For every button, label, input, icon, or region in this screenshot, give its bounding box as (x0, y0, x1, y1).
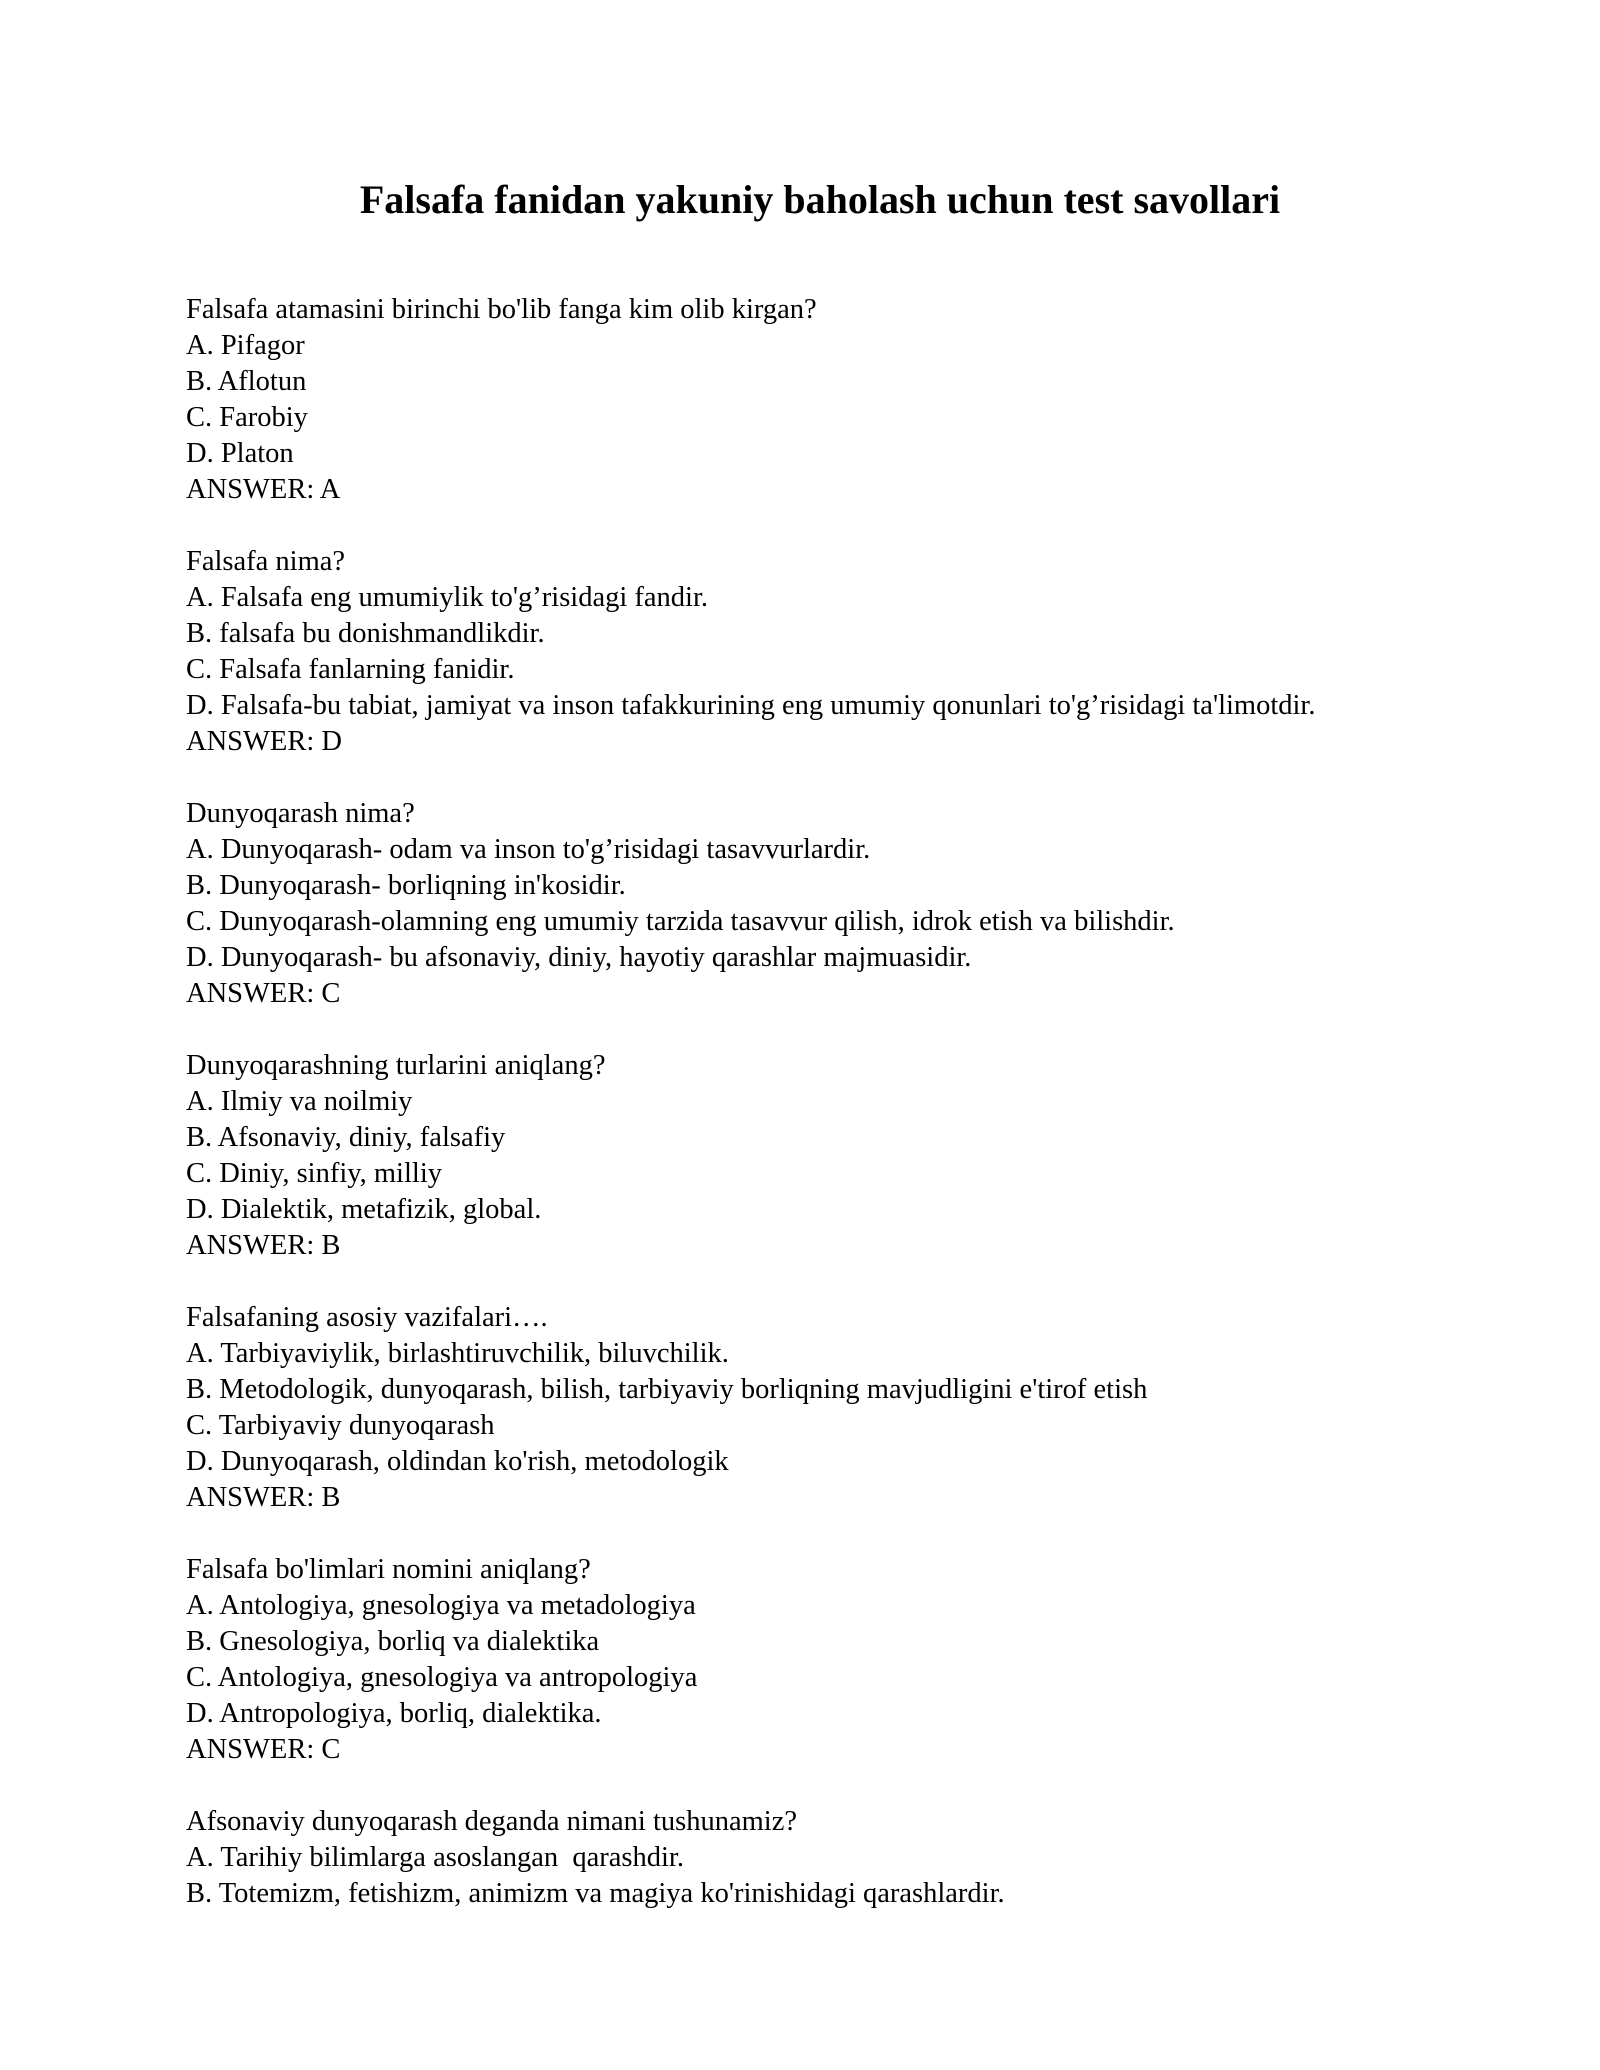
question-block (186, 1804, 1566, 1912)
option-d: D. Antropologiya, borliq, dialektika. (186, 1698, 602, 1729)
question-block (186, 544, 1566, 760)
answer-line: ANSWER: C (186, 1734, 341, 1765)
option-b: B. Aflotun (186, 366, 307, 397)
option-a: A. Antologiya, gnesologiya va metadologiya (186, 1590, 696, 1621)
option-b: B. Afsonaviy, diniy, falsafiy (186, 1122, 506, 1153)
option-d: D. Falsafa-bu tabiat, jamiyat va inson tafakkurining eng umumiy qonunlari to'g’risidagi ta'limotdir. (186, 690, 1316, 721)
answer-line: ANSWER: A (186, 474, 341, 505)
answer-line: ANSWER: D (186, 726, 342, 757)
option-c: C. Falsafa fanlarning fanidir. (186, 654, 515, 685)
option-b: B. Dunyoqarash- borliqning in'kosidir. (186, 870, 626, 901)
option-c: C. Antologiya, gnesologiya va antropologiya (186, 1662, 698, 1693)
option-c: C. Tarbiyaviy dunyoqarash (186, 1410, 495, 1441)
option-b: B. Metodologik, dunyoqarash, bilish, tarbiyaviy borliqning mavjudligini e'tirof etish (186, 1374, 1148, 1405)
option-a: A. Falsafa eng umumiylik to'g’risidagi fandir. (186, 582, 709, 613)
answer-line: ANSWER: C (186, 978, 341, 1009)
option-a: A. Tarihiy bilimlarga asoslangan qarashdir. (186, 1842, 684, 1873)
option-c: C. Dunyoqarash-olamning eng umumiy tarzida tasavvur qilish, idrok etish va bilishdir. (186, 906, 1175, 937)
question-text: Afsonaviy dunyoqarash deganda nimani tushunamiz? (186, 1806, 798, 1837)
option-d: D. Dunyoqarash- bu afsonaviy, diniy, hayotiy qarashlar majmuasidir. (186, 942, 972, 973)
option-a: A. Ilmiy va noilmiy (186, 1086, 413, 1117)
question-text: Falsafa atamasini birinchi bo'lib fanga kim olib kirgan? (186, 294, 817, 325)
question-block (186, 796, 1566, 1012)
question-text: Dunyoqarash nima? (186, 798, 415, 829)
answer-line: ANSWER: B (186, 1482, 341, 1513)
option-c: C. Diniy, sinfiy, milliy (186, 1158, 442, 1189)
option-d: D. Dunyoqarash, oldindan ko'rish, metodologik (186, 1446, 729, 1477)
document-title: Falsafa fanidan yakuniy baholash uchun test savollari (359, 177, 1281, 222)
option-a: A. Tarbiyaviylik, birlashtiruvchilik, biluvchilik. (186, 1338, 729, 1369)
option-b: B. Gnesologiya, borliq va dialektika (186, 1626, 600, 1657)
question-list (186, 292, 1566, 1948)
option-a: A. Dunyoqarash- odam va inson to'g’risidagi tasavvurlardir. (186, 834, 871, 865)
answer-line: ANSWER: B (186, 1230, 341, 1261)
option-d: D. Dialektik, metafizik, global. (186, 1194, 542, 1225)
question-text: Falsafaning asosiy vazifalari…. (186, 1302, 548, 1333)
question-block (186, 1552, 1566, 1768)
option-c: C. Farobiy (186, 402, 308, 433)
question-text: Falsafa bo'limlari nomini aniqlang? (186, 1554, 591, 1585)
option-b: B. falsafa bu donishmandlikdir. (186, 618, 545, 649)
question-block (186, 1300, 1566, 1516)
question-block (186, 1048, 1566, 1264)
option-d: D. Platon (186, 438, 294, 469)
option-a: A. Pifagor (186, 330, 305, 361)
option-b: B. Totemizm, fetishizm, animizm va magiya ko'rinishidagi qarashlardir. (186, 1878, 1005, 1909)
question-text: Falsafa nima? (186, 546, 346, 577)
question-text: Dunyoqarashning turlarini aniqlang? (186, 1050, 606, 1081)
question-block (186, 292, 1566, 508)
